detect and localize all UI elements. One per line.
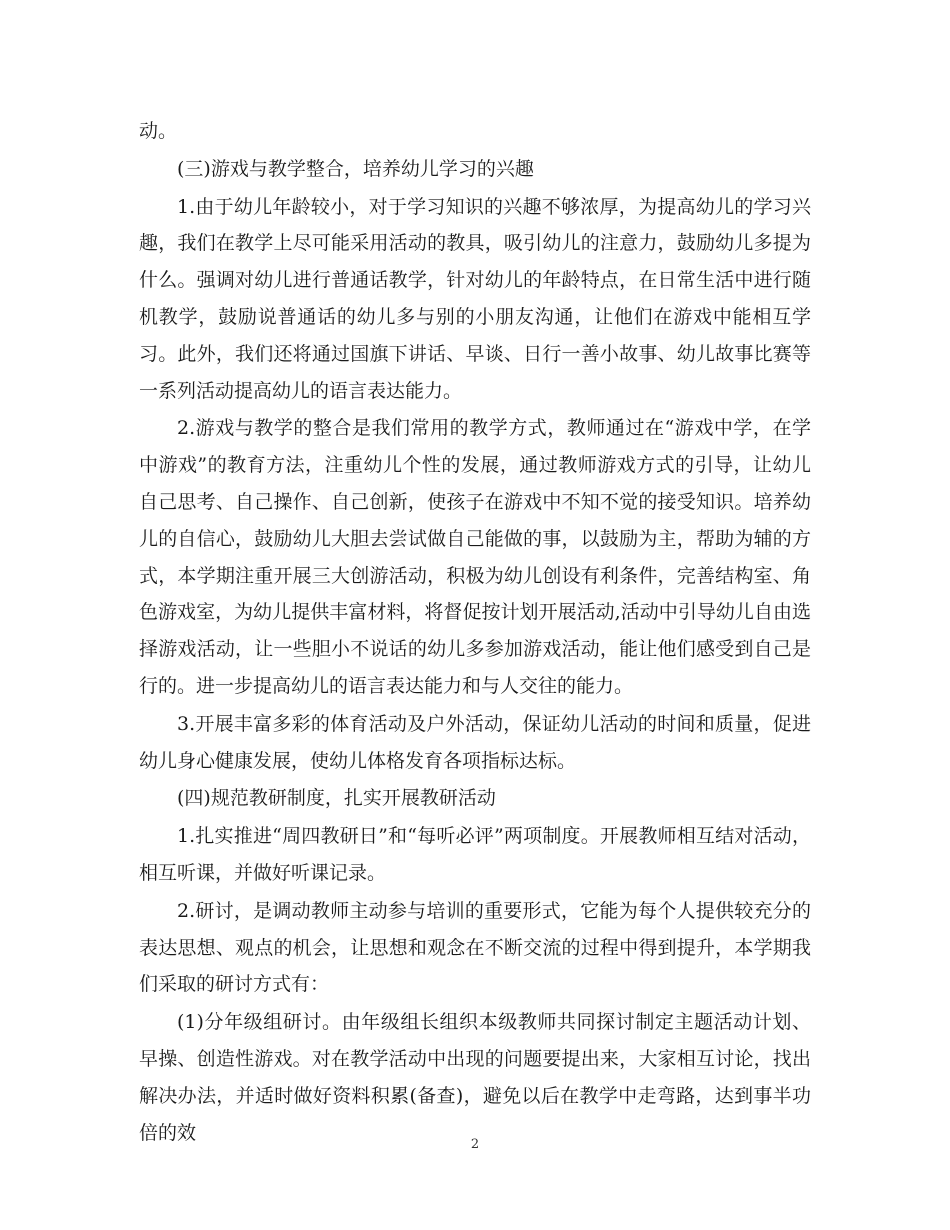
- paragraph-3-2: 2.游戏与教学的整合是我们常用的教学方式，教师通过在“游戏中学，在学中游戏”的教育方法，注重幼儿个性的发展，通过教师游戏方式的引导，让幼儿自己思考、自己操作、自己创新，使孩子在游戏中不知不觉的接受知识。培养幼儿的自信心，鼓励幼儿大胆去尝试做自己能做的事，以鼓励为主，帮助为辅的方式，本学期注重开展三大创游活动，积极为幼儿创设有利条件，完善结构室、角色游戏室，为幼儿提供丰富材料，将督促按计划开展活动,活动中引导幼儿自由选择游戏活动，让一些胆小不说话的幼儿多参加游戏活动，能让他们感受到自己是行的。进一步提高幼儿的语言表达能力和与人交往的能力。: [139, 417, 811, 697]
- section-heading-3: (三)游戏与教学整合，培养幼儿学习的兴趣: [177, 157, 534, 180]
- section-heading-4: (四)规范教研制度，扎实开展教研活动: [177, 787, 496, 810]
- paragraph-4-2-1: (1)分年级组研讨。由年级组长组织本级教师共同探讨制定主题活动计划、早操、创造性游戏。对在教学活动中出现的问题要提出来，大家相互讨论，找出解决办法，并适时做好资料积累(备查)，避免以后在教学中走弯路，达到事半功倍的效: [139, 1011, 811, 1144]
- document-body: [139, 113, 811, 1151]
- paragraph-3-3: 3.开展丰富多彩的体育活动及户外活动，保证幼儿活动的时间和质量，促进幼儿身心健康发展，使幼儿体格发育各项指标达标。: [139, 712, 811, 772]
- paragraph-continuation: 动。: [139, 120, 178, 142]
- paragraph-3-1: 1.由于幼儿年龄较小，对于学习知识的兴趣不够浓厚，为提高幼儿的学习兴趣，我们在教学上尽可能采用活动的教具，吸引幼儿的注意力，鼓励幼儿多提为什么。强调对幼儿进行普通话教学，针对幼儿的年龄特点，在日常生活中进行随机教学，鼓励说普通话的幼儿多与别的小朋友沟通，让他们在游戏中能相互学习。此外，我们还将通过国旗下讲话、早谈、日行一善小故事、幼儿故事比赛等一系列活动提高幼儿的语言表达能力。: [139, 195, 811, 402]
- page-number: 2: [470, 1137, 480, 1152]
- paragraph-4-1: 1.扎实推进“周四教研日”和“每听必评”两项制度。开展教师相互结对活动，相互听课，并做好听课记录。: [139, 825, 811, 884]
- paragraph-4-2: 2.研讨，是调动教师主动参与培训的重要形式，它能为每个人提供较充分的表达思想、观点的机会，让思想和观念在不断交流的过程中得到提升，本学期我们采取的研讨方式有：: [139, 899, 811, 996]
